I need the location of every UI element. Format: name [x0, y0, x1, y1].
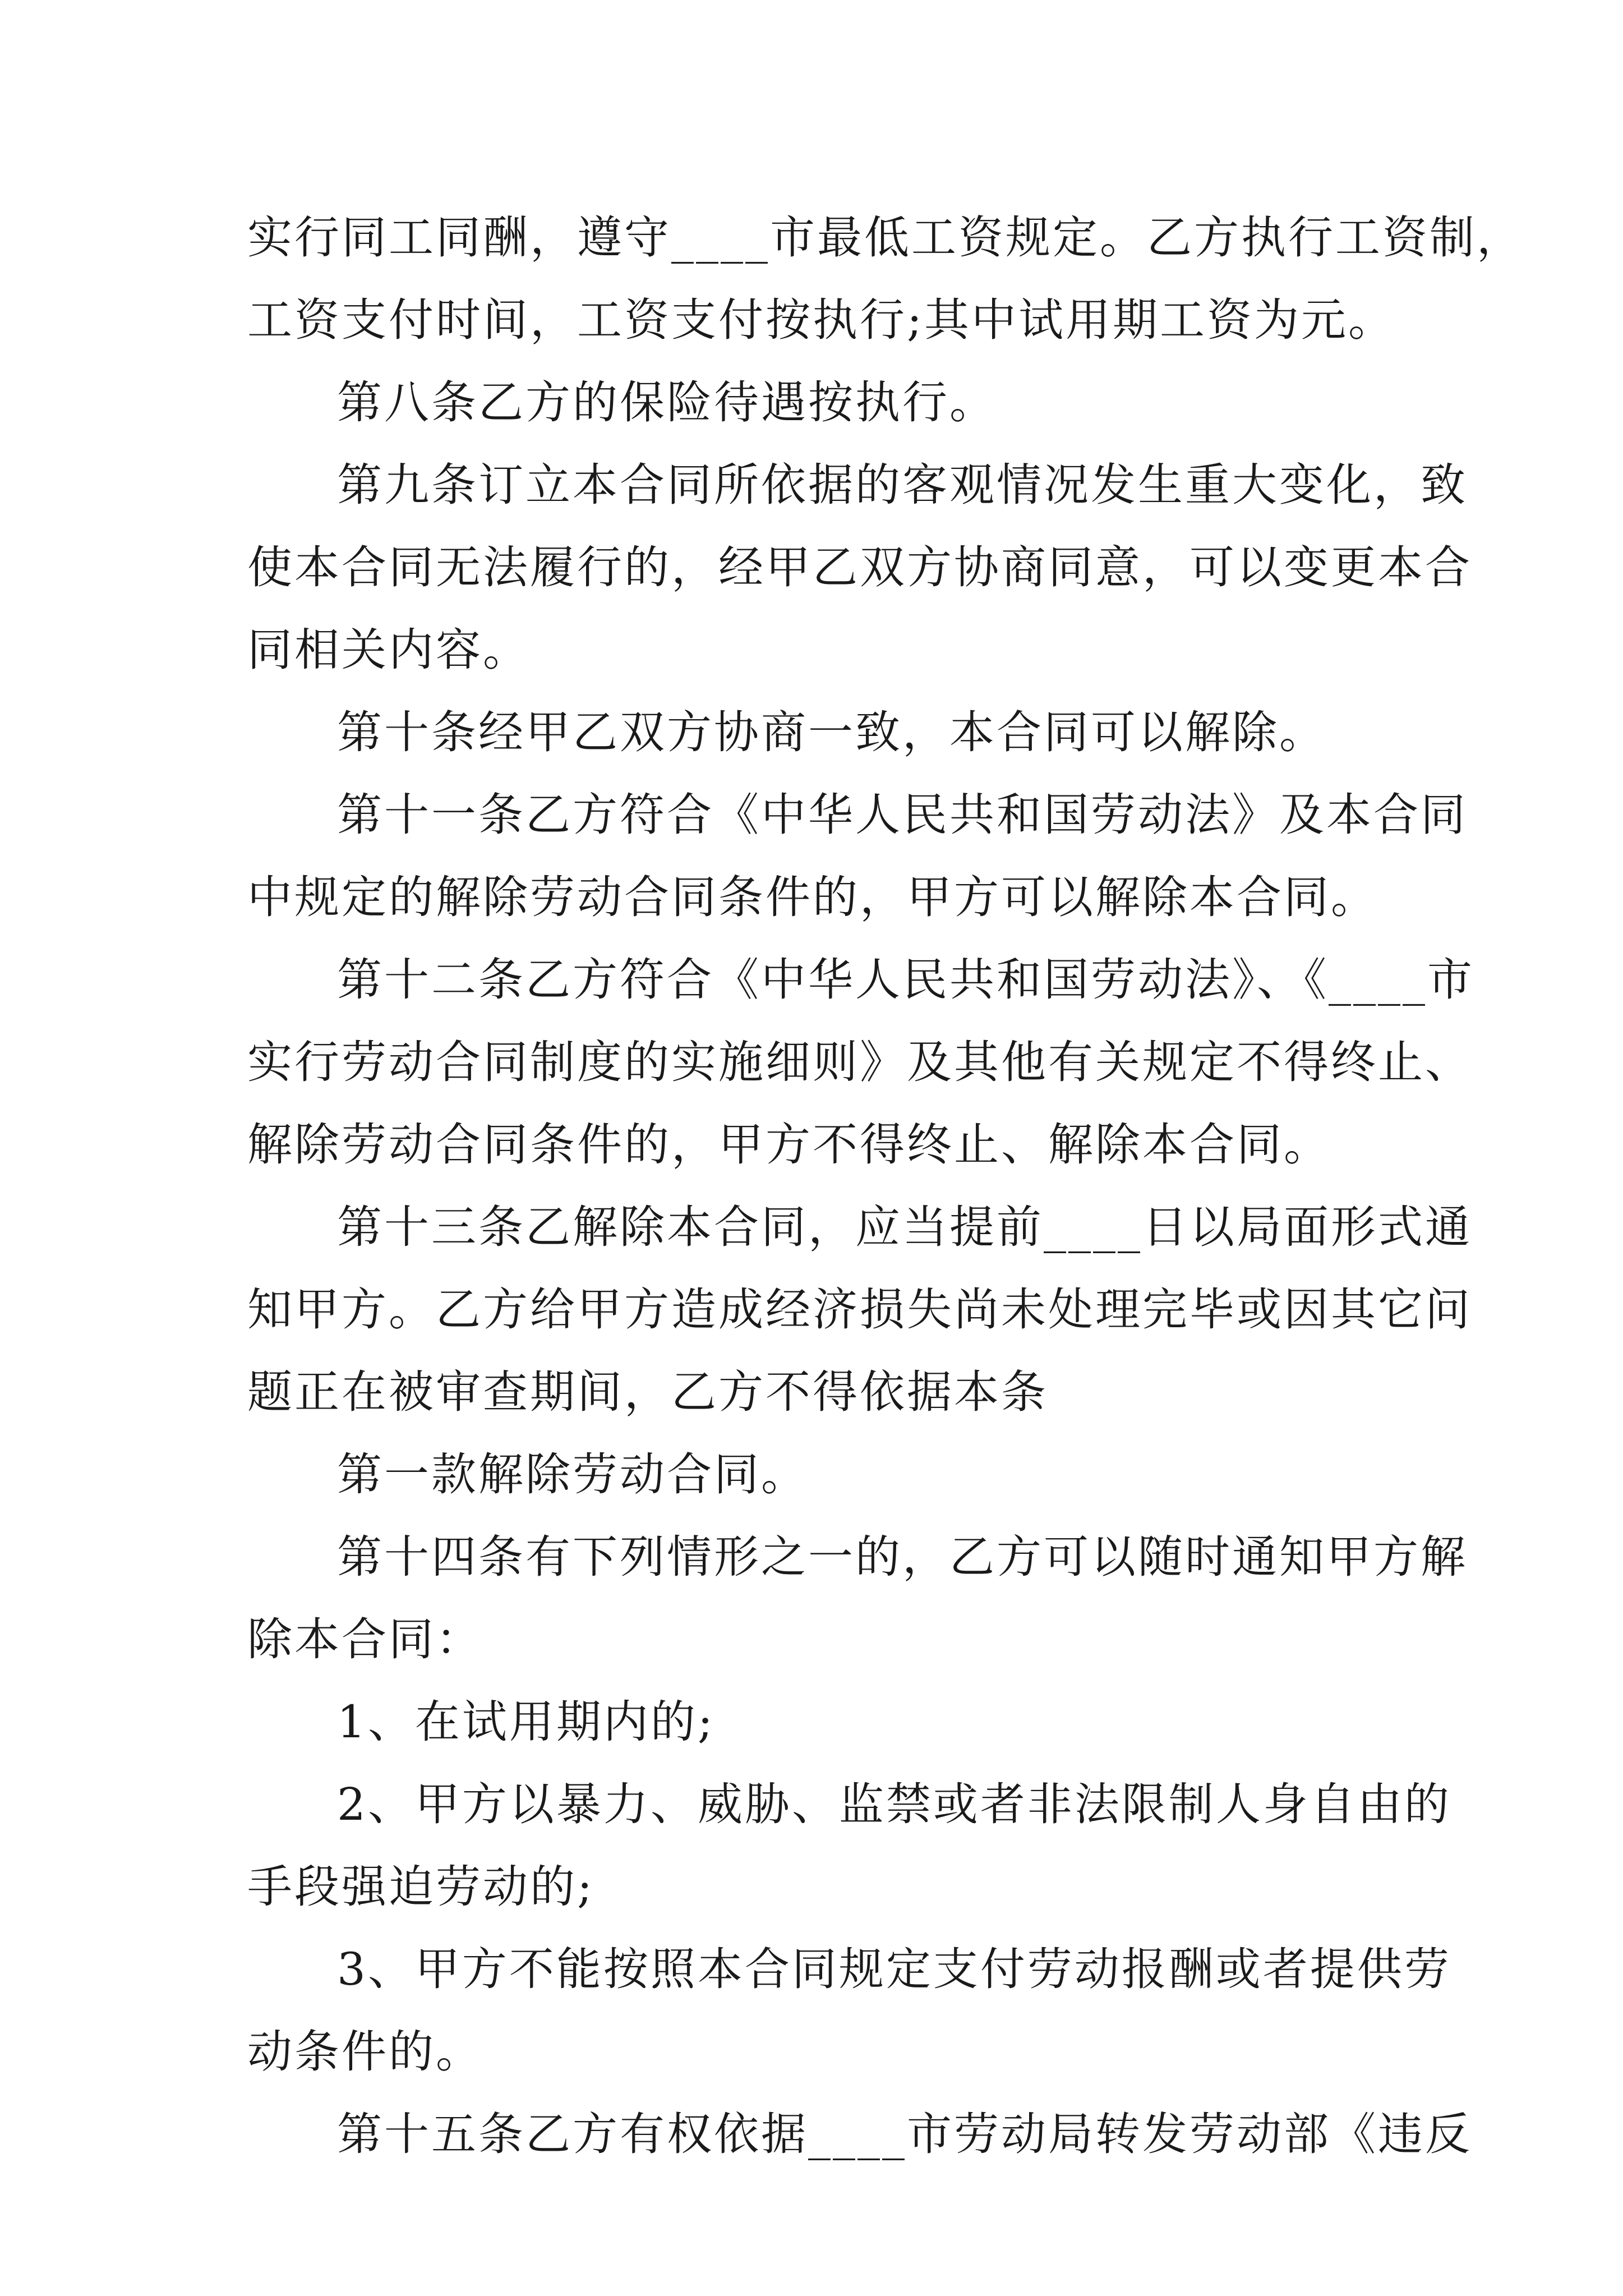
text-line: 第十二条乙方符合《中华人民共和国劳动法》、《____市: [337, 954, 1474, 1006]
text-line: 第十五条乙方有权依据____市劳动局转发劳动部《违反: [337, 2108, 1472, 2160]
text-line: 除本合同：: [247, 1613, 483, 1665]
text-line: 解除劳动合同条件的，甲方不得终止、解除本合同。: [247, 1119, 1331, 1171]
text-line: 同相关内容。: [247, 624, 530, 676]
text-line: 中规定的解除劳动合同条件的，甲方可以解除本合同。: [247, 871, 1378, 923]
text-line: 实行劳动合同制度的实施细则》及其他有关规定不得终止、: [247, 1036, 1472, 1088]
text-line: 第十四条有下列情形之一的，乙方可以随时通知甲方解: [337, 1531, 1468, 1583]
text-line: 使本合同无法履行的，经甲乙双方协商同意，可以变更本合: [247, 541, 1472, 593]
text-line: 第八条乙方的保险待遇按执行。: [337, 376, 997, 429]
text-line: 工资支付时间，工资支付按执行;其中试用期工资为元。: [247, 294, 1395, 346]
text-line: 3、甲方不能按照本合同规定支付劳动报酬或者提供劳: [337, 1943, 1451, 1995]
text-line: 手段强迫劳动的;: [247, 1861, 594, 1913]
text-line: 实行同工同酬，遵守____市最低工资规定。乙方执行工资制，: [247, 211, 1524, 264]
text-line: 第十条经甲乙双方协商一致，本合同可以解除。: [337, 706, 1326, 758]
text-line: 动条件的。: [247, 2026, 483, 2078]
text-line: 第十三条乙解除本合同，应当提前____日以局面形式通: [337, 1201, 1472, 1253]
text-line: 第十一条乙方符合《中华人民共和国劳动法》及本合同: [337, 789, 1468, 841]
text-line: 题正在被审查期间，乙方不得依据本条: [247, 1366, 1048, 1418]
text-line: 第一款解除劳动合同。: [337, 1448, 808, 1501]
document-body: [247, 196, 1524, 2175]
text-line: 1、在试用期内的;: [337, 1696, 715, 1748]
text-line: 2、甲方以暴力、威胁、监禁或者非法限制人身自由的: [337, 1778, 1451, 1830]
text-line: 第九条订立本合同所依据的客观情况发生重大变化，致: [337, 459, 1468, 511]
text-line: 知甲方。乙方给甲方造成经济损失尚未处理完毕或因其它问: [247, 1283, 1472, 1336]
